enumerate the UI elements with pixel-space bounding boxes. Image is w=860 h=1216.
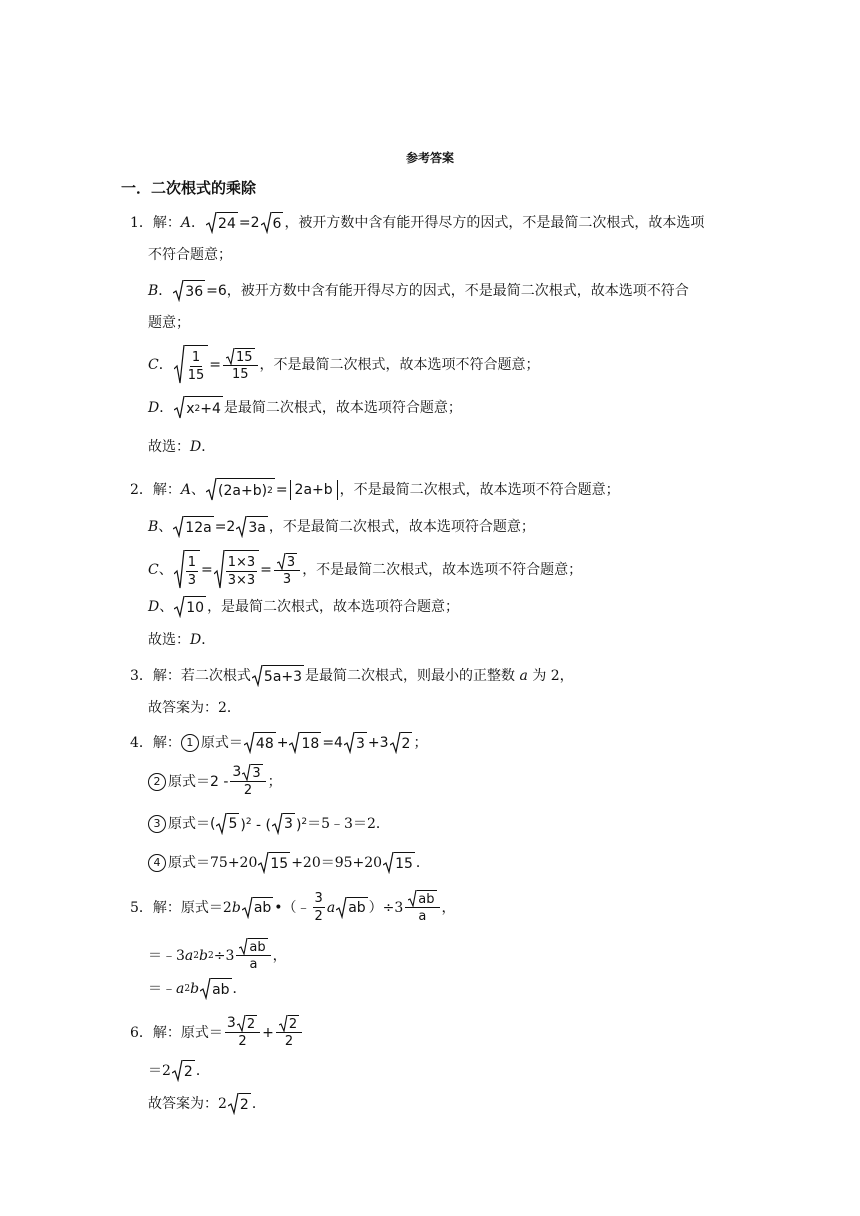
- q4-line-2: 2 原式＝ 2 - 3 3 2 ；: [148, 764, 282, 799]
- q3-answer: 故答案为：2．: [148, 700, 241, 716]
- q1-line-b: B ． 36 =6 ，被开方数中含有能开得尽方的因式，不是最简二次根式，故本选项不符合: [148, 280, 689, 302]
- q6-line-2: ＝2 2 ．: [148, 1060, 210, 1082]
- q1-line-d: D ． x 2 +4 是最简二次根式，故本选项符合题意；: [148, 396, 462, 420]
- q5-line-2: ＝﹣3 a 2 b 2 ÷3 $\frac{ab}{a}$ ，: [148, 940, 287, 972]
- q2-line-c: C 、 $\frac{1}{3}$ = $\frac{1\times 3}{3\times 3}$ = $\frac{3}{3}$ ，不是最简二次根式，故本选项不符合题意；: [148, 550, 582, 590]
- q2-answer: 故选： D ．: [148, 632, 216, 648]
- q4-line-1: 4．解： 1 原式＝ 48 + 18 =4 3 +3 2 ；: [130, 732, 427, 754]
- q1-line-a: 1．解： A ． 24 =2 6 ，被开方数中含有能开得尽方的因式，不是最简二次根式，故本选项: [130, 212, 704, 234]
- q6-answer: 故答案为： 2 2 ．: [148, 1093, 266, 1115]
- q5-line-1: 5．解：原式＝ 2 b ab •（﹣ $\frac{3}{2}$ a ab ）÷3 $\frac{ab}{a}$ ，: [130, 891, 456, 924]
- page-title: 参考答案: [405, 151, 454, 165]
- section-heading: 一．二次根式的乘除: [121, 179, 257, 197]
- q2-line-d: D 、 10 ，是最简二次根式，故本选项符合题意；: [148, 596, 459, 618]
- q6-line-1: 6．解：原式＝ 3 2 2 + $\frac{2}{2}$: [130, 1015, 304, 1050]
- q3-line: 3．解：若二次根式 5a+3 是最简二次根式，则最小的正整数 a 为 2，: [130, 665, 574, 687]
- q4-line-4: 4 原式＝ 75+20 15 +20＝95+20 15 ．: [148, 852, 430, 874]
- q2-line-a: 2．解： A 、 (2a+b) 2 = 2a+b ，不是最简二次根式，故本选项不符合题意；: [130, 478, 620, 502]
- q4-line-3: 3 原式＝ ( 5 )$^2$ - ( 3 )$^2$ ＝5﹣3＝2．: [148, 812, 390, 836]
- q2-line-b: B 、 12a =2 3a ，不是最简二次根式，故本选项符合题意；: [148, 516, 535, 538]
- q1-line-c: C ． $\frac{1}{15}$ = $\frac{15}{15}$ ，不是最简二次根式，故本选项不符合题意；: [148, 345, 540, 385]
- q1-answer: 故选： D ．: [148, 439, 216, 455]
- q1-line-a-cont: 不符合题意；: [148, 247, 232, 263]
- q1-line-b-cont: 题意；: [148, 315, 190, 331]
- q5-line-3: ＝﹣ a 2 b ab ．: [148, 978, 247, 1000]
